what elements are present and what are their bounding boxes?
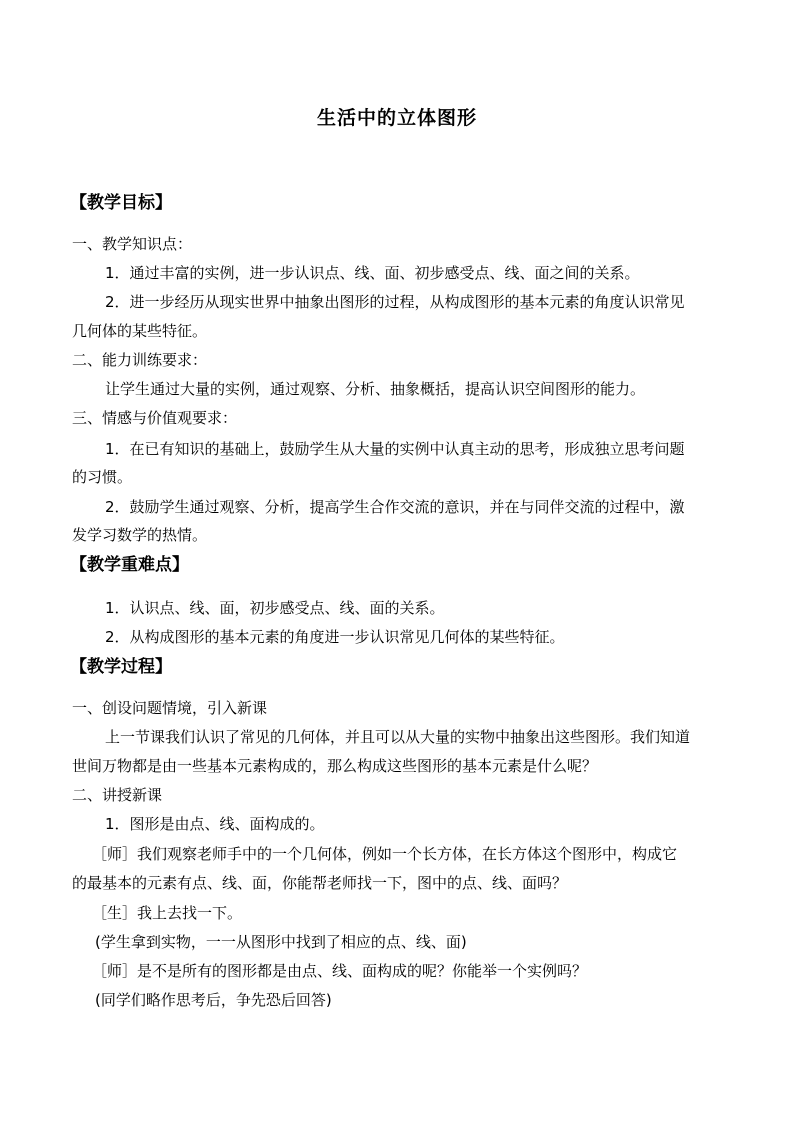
paragraph-line: 一、创设问题情境，引入新课 bbox=[72, 699, 268, 717]
paragraph-line: 1．认识点、线、面，初步感受点、线、面的关系。 bbox=[105, 599, 445, 617]
paragraph-line: 三、情感与价值观要求： bbox=[72, 409, 238, 427]
paragraph-line: ［师］是不是所有的图形都是由点、线、面构成的呢？你能举一个实例吗？ bbox=[92, 962, 588, 980]
section-heading-objectives: 【教学目标】 bbox=[70, 193, 172, 213]
paragraph-line: 2．从构成图形的基本元素的角度进一步认识常见几何体的某些特征。 bbox=[105, 628, 565, 646]
paragraph-line: (同学们略作思考后，争先恐后回答) bbox=[95, 991, 332, 1009]
document-title: 生活中的立体图形 bbox=[316, 107, 477, 129]
section-heading-process: 【教学过程】 bbox=[70, 657, 172, 677]
paragraph-line: 二、讲授新课 bbox=[72, 786, 163, 804]
paragraph-line: 的习惯。 bbox=[72, 468, 133, 486]
paragraph-line: 1．图形是由点、线、面构成的。 bbox=[105, 815, 325, 833]
paragraph-line: 一、教学知识点： bbox=[72, 235, 193, 253]
paragraph-line: 的最基本的元素有点、线、面，你能帮老师找一下，图中的点、线、面吗？ bbox=[72, 874, 568, 892]
paragraph-line: 上一节课我们认识了常见的几何体，并且可以从大量的实物中抽象出这些图形。我们知道 bbox=[105, 728, 691, 746]
section-heading-key-points: 【教学重难点】 bbox=[70, 555, 189, 575]
paragraph-line: 1．在已有知识的基础上，鼓励学生从大量的实例中认真主动的思考，形成独立思考问题 bbox=[105, 440, 685, 458]
paragraph-line: 发学习数学的热情。 bbox=[72, 526, 208, 544]
paragraph-line: 1．通过丰富的实例，进一步认识点、线、面、初步感受点、线、面之间的关系。 bbox=[105, 264, 640, 282]
paragraph-line: 让学生通过大量的实例，通过观察、分析、抽象概括，提高认识空间图形的能力。 bbox=[105, 380, 646, 398]
paragraph-line: (学生拿到实物，一一从图形中找到了相应的点、线、面) bbox=[95, 933, 467, 951]
paragraph-line: ［师］我们观察老师手中的一个几何体，例如一个长方体，在长方体这个图形中，构成它 bbox=[92, 845, 678, 863]
paragraph-line: ［生］我上去找一下。 bbox=[92, 904, 243, 922]
paragraph-line: 2．进一步经历从现实世界中抽象出图形的过程，从构成图形的基本元素的角度认识常见 bbox=[105, 293, 685, 311]
paragraph-line: 几何体的某些特征。 bbox=[72, 322, 208, 340]
paragraph-line: 二、能力训练要求： bbox=[72, 351, 208, 369]
paragraph-line: 世间万物都是由一些基本元素构成的，那么构成这些图形的基本元素是什么呢？ bbox=[72, 757, 598, 775]
paragraph-line: 2．鼓励学生通过观察、分析，提高学生合作交流的意识，并在与同伴交流的过程中，激 bbox=[105, 498, 685, 516]
